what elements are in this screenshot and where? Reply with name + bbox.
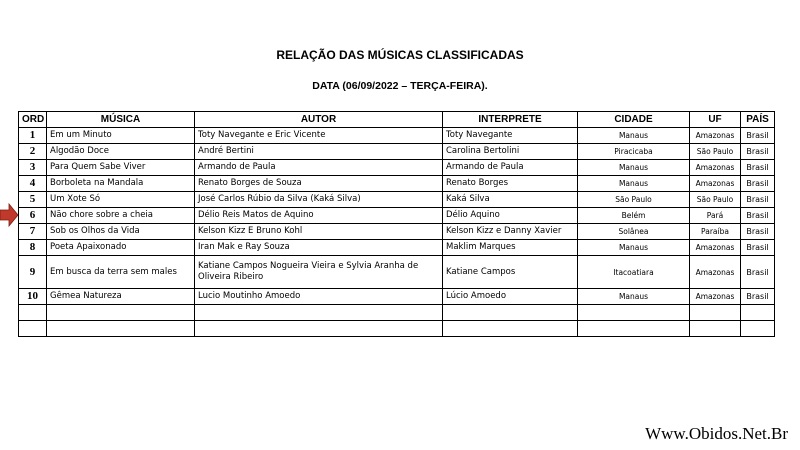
- cell-empty: [195, 321, 443, 337]
- cell-uf: Paraíba: [690, 224, 741, 240]
- column-header-pais: PAÍS: [741, 112, 775, 128]
- cell-interprete: Carolina Bertolini: [443, 144, 578, 160]
- cell-empty: [47, 321, 195, 337]
- column-header-autor: AUTOR: [195, 112, 443, 128]
- cell-autor: Lucio Moutinho Amoedo: [195, 289, 443, 305]
- cell-interprete: Kaká Silva: [443, 192, 578, 208]
- table-row: [19, 192, 775, 208]
- cell-ord: 7: [19, 224, 47, 240]
- cell-pais: Brasil: [741, 128, 775, 144]
- page-title: RELAÇÃO DAS MÚSICAS CLASSIFICADAS: [276, 48, 524, 62]
- cell-uf: Amazonas: [690, 160, 741, 176]
- arrow-right-icon: [0, 203, 18, 227]
- cell-empty: [443, 321, 578, 337]
- cell-pais: Brasil: [741, 224, 775, 240]
- cell-pais: Brasil: [741, 144, 775, 160]
- cell-autor: Armando de Paula: [195, 160, 443, 176]
- table-row-empty: [19, 321, 775, 337]
- cell-ord: 2: [19, 144, 47, 160]
- table-row: [19, 240, 775, 256]
- cell-pais: Brasil: [741, 240, 775, 256]
- cell-musica: Para Quem Sabe Viver: [47, 160, 195, 176]
- cell-uf: Amazonas: [690, 289, 741, 305]
- cell-uf: Amazonas: [690, 240, 741, 256]
- cell-empty: [690, 321, 741, 337]
- column-header-cidade: CIDADE: [578, 112, 690, 128]
- cell-autor: Katiane Campos Nogueira Vieira e Sylvia Aranha de Oliveira Ribeiro: [195, 256, 443, 289]
- cell-autor: Kelson Kizz E Bruno Kohl: [195, 224, 443, 240]
- cell-autor: André Bertini: [195, 144, 443, 160]
- cell-pais: Brasil: [741, 160, 775, 176]
- cell-uf: Pará: [690, 208, 741, 224]
- table-row-empty: [19, 305, 775, 321]
- cell-empty: [741, 305, 775, 321]
- cell-empty: [195, 305, 443, 321]
- cell-musica: Algodão Doce: [47, 144, 195, 160]
- cell-interprete: Katiane Campos: [443, 256, 578, 289]
- site-watermark: Www.Obidos.Net.Br: [645, 424, 788, 443]
- cell-empty: [690, 305, 741, 321]
- cell-empty: [443, 305, 578, 321]
- cell-cidade: Manaus: [578, 160, 690, 176]
- table-row: [19, 176, 775, 192]
- cell-ord: 4: [19, 176, 47, 192]
- table-row: [19, 160, 775, 176]
- cell-interprete: Maklim Marques: [443, 240, 578, 256]
- table-row: [19, 224, 775, 240]
- cell-uf: Amazonas: [690, 128, 741, 144]
- cell-empty: [19, 305, 47, 321]
- cell-cidade: Itacoatiara: [578, 256, 690, 289]
- cell-pais: Brasil: [741, 176, 775, 192]
- table-row: [19, 289, 775, 305]
- cell-musica: Em um Minuto: [47, 128, 195, 144]
- column-header-ord: ORD: [19, 112, 47, 128]
- cell-musica: Não chore sobre a cheia: [47, 208, 195, 224]
- cell-ord: 1: [19, 128, 47, 144]
- cell-uf: Amazonas: [690, 256, 741, 289]
- cell-interprete: Kelson Kizz e Danny Xavier: [443, 224, 578, 240]
- cell-autor: Délio Reis Matos de Aquino: [195, 208, 443, 224]
- cell-cidade: Belém: [578, 208, 690, 224]
- cell-empty: [578, 305, 690, 321]
- cell-cidade: Solânea: [578, 224, 690, 240]
- cell-cidade: Manaus: [578, 289, 690, 305]
- table-row: [19, 128, 775, 144]
- cell-musica: Gêmea Natureza: [47, 289, 195, 305]
- cell-pais: Brasil: [741, 256, 775, 289]
- cell-uf: São Paulo: [690, 144, 741, 160]
- cell-ord: 9: [19, 256, 47, 289]
- cell-pais: Brasil: [741, 289, 775, 305]
- column-header-interprete: INTERPRETE: [443, 112, 578, 128]
- cell-empty: [578, 321, 690, 337]
- cell-cidade: São Paulo: [578, 192, 690, 208]
- column-header-uf: UF: [690, 112, 741, 128]
- table-row: [19, 256, 775, 289]
- cell-ord: 3: [19, 160, 47, 176]
- cell-cidade: Manaus: [578, 128, 690, 144]
- cell-ord: 8: [19, 240, 47, 256]
- page-subtitle: DATA (06/09/2022 – TERÇA-FEIRA).: [312, 80, 488, 92]
- cell-uf: Amazonas: [690, 176, 741, 192]
- cell-empty: [19, 321, 47, 337]
- cell-musica: Borboleta na Mandala: [47, 176, 195, 192]
- table-row: [19, 144, 775, 160]
- cell-cidade: Manaus: [578, 240, 690, 256]
- cell-musica: Em busca da terra sem males: [47, 256, 195, 289]
- table-header-row: [19, 112, 775, 128]
- cell-autor: Renato Borges de Souza: [195, 176, 443, 192]
- cell-interprete: Renato Borges: [443, 176, 578, 192]
- cell-autor: Iran Mak e Ray Souza: [195, 240, 443, 256]
- cell-ord: 10: [19, 289, 47, 305]
- cell-uf: São Paulo: [690, 192, 741, 208]
- cell-interprete: Lúcio Amoedo: [443, 289, 578, 305]
- cell-musica: Sob os Olhos da Vida: [47, 224, 195, 240]
- cell-interprete: Armando de Paula: [443, 160, 578, 176]
- table-row-highlighted: [19, 208, 775, 224]
- cell-interprete: Délio Aquino: [443, 208, 578, 224]
- cell-ord: 5: [19, 192, 47, 208]
- cell-empty: [47, 305, 195, 321]
- cell-ord: 6: [19, 208, 47, 224]
- cell-empty: [741, 321, 775, 337]
- cell-musica: Um Xote Só: [47, 192, 195, 208]
- cell-musica: Poeta Apaixonado: [47, 240, 195, 256]
- cell-pais: Brasil: [741, 208, 775, 224]
- classified-songs-table: [18, 111, 775, 337]
- column-header-musica: MÚSICA: [47, 112, 195, 128]
- cell-pais: Brasil: [741, 192, 775, 208]
- cell-cidade: Piracicaba: [578, 144, 690, 160]
- cell-cidade: Manaus: [578, 176, 690, 192]
- cell-autor: Toty Navegante e Eric Vicente: [195, 128, 443, 144]
- cell-interprete: Toty Navegante: [443, 128, 578, 144]
- cell-autor: José Carlos Rúbio da Silva (Kaká Silva): [195, 192, 443, 208]
